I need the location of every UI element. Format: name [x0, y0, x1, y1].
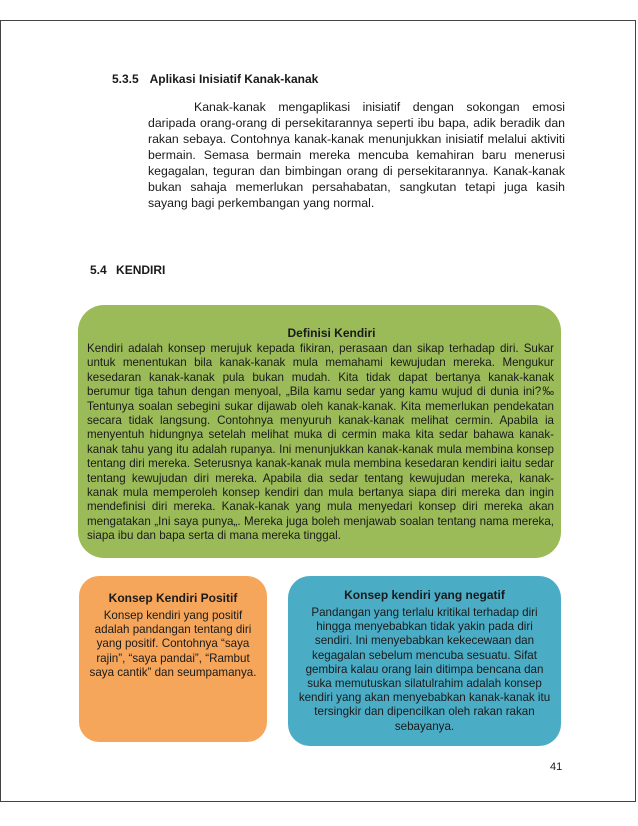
subsection-title: Aplikasi Inisiatif Kanak-kanak [149, 72, 319, 86]
definition-box [78, 305, 561, 558]
negative-concept-box [288, 576, 561, 746]
definition-body: Kendiri adalah konsep merujuk kepada fikiran, perasaan dan sikap terhadap diri. Sukar untuk menentukan bila kanak-kanak mula memahami kewujudan mereka. Mengukur kesedaran kanak-kanak pula bukan mudah. Kita tidak dapat bertanya kanak-kanak berumur tiga tahun dengan menyoal, „Bila kamu sedar yang kamu wujud di dunia ini?‰ Tentunya soalan sebegini sukar dijawab oleh kanak-kanak. Kita memerlukan pendekatan secara tidak langsung. Contohnya menyuruh kanak-kanak melihat cermin. Apabila ia menyentuh hidungnya setelah melihat muka di cermin maka kita sedar bahawa kanak-kanak tahu yang itu adalah rupanya. Ini menunjukkan kanak-kanak mula membina konsep tentang diri mereka. Seterusnya kanak-kanak mula membina kesedaran kendiri iaitu sedar tentang kewujudan diri mereka. Apabila dia sedar tentang kewujudan mereka, kanak-kanak mula memperoleh konsep kendiri dan mula bertanya siapa diri mereka dan ingin mendefinisi diri mereka. Kanak-kanak yang mula menyedari konsep diri mereka akan mengatakan „Ini saya punya„. Mereka juga boleh menjawab soalan tentang nama mereka, siapa ibu dan bapa serta di mana mereka tinggal. [87, 342, 554, 543]
positive-concept-body: Konsep kendiri yang positif adalah pandangan tentang diri yang positif. Contohnya “saya rajin”, “saya pandai”, “Rambut saya cantik” dan seumpamanya. [89, 609, 257, 679]
page-number: 41 [550, 761, 563, 773]
definition-title: Definisi Kendiri [287, 326, 376, 340]
positive-concept-box [79, 576, 267, 742]
subsection-paragraph: Kanak-kanak mengaplikasi inisiatif dengan sokongan emosi daripada orang-orang di persekitarannya seperti ibu bapa, adik beradik dan rakan sebaya. Contohnya kanak-kanak menunjukkan inisiatif melalui aktiviti bermain. Semasa bermain mereka mencuba kemahiran baru menerusi kegagalan, teguran dan bimbingan orang di persekitarannya. Kanak-kanak bukan sahaja memerlukan persahabatan, sangkutan tetapi juga kasih sayang bagi perkembangan yang normal. [148, 100, 565, 210]
section-title: KENDIRI [116, 263, 166, 277]
negative-concept-body: Pandangan yang terlalu kritikal terhadap diri hingga menyebabkan tidak yakin pada diri sendiri. Ini menyebabkan kekecewaan dan kegagalan sebelum mencuba sesuatu. Sifat gembira kalau orang lain ditimpa bencana dan suka memutuskan silatulrahim adalah konsep kendiri yang akan menyebabkan kanak-kanak itu tersingkir dan dipencilkan oleh rakan rakan sebayanya. [298, 606, 551, 733]
subsection-paragraph-block [148, 99, 565, 211]
section-heading [90, 263, 165, 277]
negative-concept-title: Konsep kendiri yang negatif [344, 588, 505, 602]
section-number: 5.4 [90, 263, 107, 277]
positive-concept-title: Konsep Kendiri Positif [108, 591, 238, 605]
subsection-number: 5.3.5 [112, 72, 139, 86]
subsection-heading [112, 72, 318, 86]
